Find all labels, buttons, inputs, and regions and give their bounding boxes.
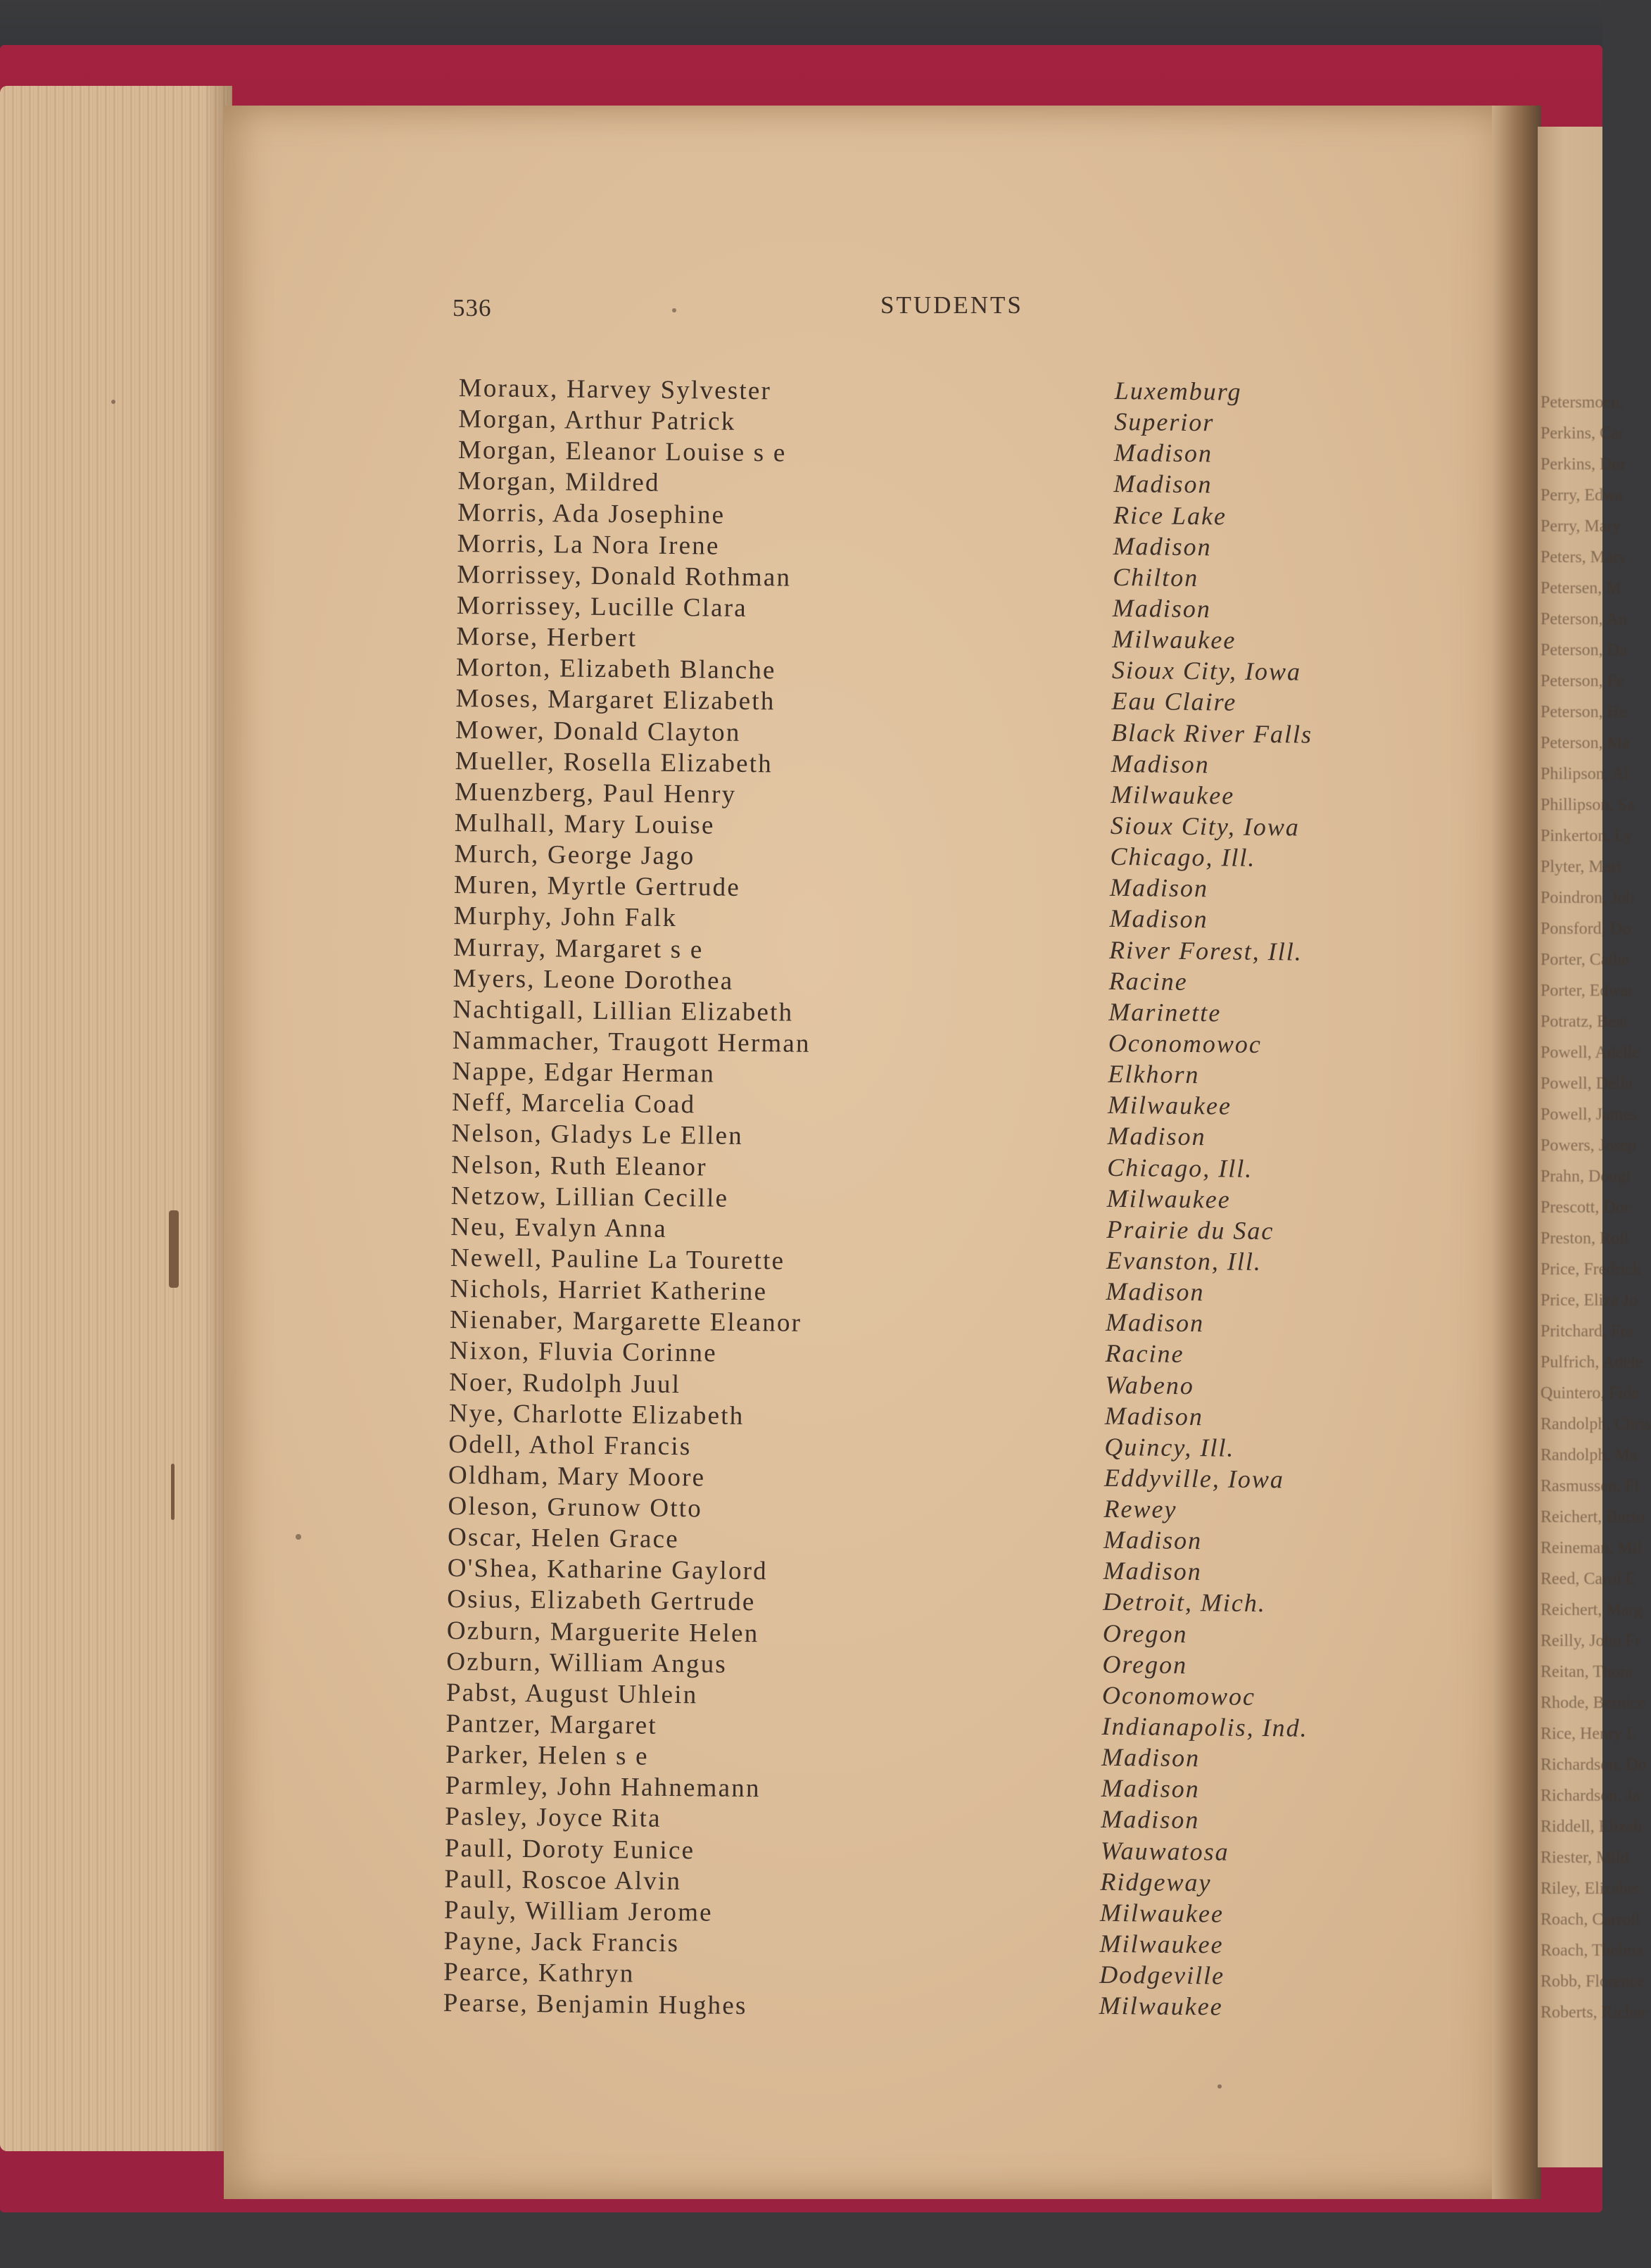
facing-page-line: Reichert, Marg (1541, 1601, 1643, 1619)
facing-page-line: Philipson, Al (1541, 765, 1629, 783)
facing-page-line: Plyter, Mari (1541, 858, 1622, 876)
student-name: Morris, Ada Josephine (457, 498, 726, 530)
facing-page-line: Riley, Elizabet (1541, 1880, 1640, 1898)
student-hometown: Madison (1109, 873, 1209, 903)
binding-mark (171, 1464, 175, 1520)
student-hometown: Ridgeway (1100, 1867, 1212, 1897)
facing-page-line: Peterson, He (1541, 703, 1627, 721)
student-name: Ozburn, Marguerite Helen (446, 1616, 759, 1648)
student-name: Mower, Donald Clayton (455, 715, 741, 747)
student-name: Pearse, Benjamin Hughes (443, 1989, 747, 2021)
student-name: Pearce, Kathryn (443, 1958, 635, 1989)
facing-page-line: Ponsford, Do (1541, 920, 1631, 938)
student-name: Oscar, Helen Grace (447, 1523, 680, 1554)
student-name: Paull, Roscoe Alvin (444, 1864, 682, 1896)
facing-page-line: Perkins, Car (1541, 424, 1624, 443)
student-hometown: Indianapolis, Ind. (1101, 1711, 1308, 1742)
facing-page-line: Powell, Della (1541, 1075, 1633, 1093)
student-name: Morrissey, Lucille Clara (456, 590, 748, 623)
student-name: Neff, Marcelia Coad (451, 1088, 696, 1120)
student-name: Murch, George Jago (454, 840, 695, 871)
student-name: Neu, Evalyn Anna (450, 1212, 668, 1243)
facing-page-line: Rhode, Bernice (1541, 1694, 1646, 1712)
student-name: Paull, Doroty Eunice (444, 1833, 695, 1865)
facing-page-line: Quintero, Fide (1541, 1384, 1639, 1402)
student-hometown: Oconomowoc (1108, 1028, 1263, 1058)
student-name: Morrissey, Donald Rothman (457, 559, 792, 593)
facing-page-edge (1538, 127, 1651, 2167)
student-hometown: Oregon (1102, 1649, 1188, 1679)
student-name: Nappe, Edgar Herman (452, 1057, 716, 1089)
facing-page-line: Poindron, Joh (1541, 889, 1635, 907)
student-hometown: Madison (1107, 1122, 1206, 1151)
student-hometown: Madison (1113, 531, 1212, 561)
student-name: Pabst, August Uhlein (445, 1678, 698, 1710)
student-list (443, 373, 1402, 2028)
student-name: Pantzer, Margaret (445, 1709, 658, 1740)
facing-page-line: Randolph, Ma (1541, 1446, 1638, 1464)
student-hometown: Madison (1105, 1308, 1205, 1338)
student-name: Pauly, William Jerome (443, 1895, 713, 1927)
student-name: Murphy, John Falk (453, 901, 678, 933)
student-hometown: River Forest, Ill. (1108, 935, 1303, 966)
student-hometown: Racine (1108, 966, 1188, 996)
paper-speck (672, 308, 676, 312)
facing-page-line: Powers, Josep (1541, 1136, 1636, 1155)
facing-page-line: Price, Eliza Jo (1541, 1291, 1638, 1310)
student-hometown: Detroit, Mich. (1103, 1588, 1267, 1618)
student-hometown: Madison (1111, 749, 1210, 778)
facing-page-line: Perry, Mary (1541, 517, 1621, 536)
facing-page-line: Richardson, Do (1541, 1756, 1647, 1774)
student-hometown: Milwaukee (1099, 1991, 1223, 2021)
student-name: Nye, Charlotte Elizabeth (448, 1398, 745, 1431)
student-name: Nammacher, Traugott Herman (452, 1025, 811, 1058)
student-hometown: Milwaukee (1099, 1898, 1225, 1928)
student-hometown: Evanston, Ill. (1106, 1246, 1263, 1276)
facing-page-line: Price, Fredrick (1541, 1260, 1641, 1279)
facing-page-line: Pulfrich, Adele (1541, 1353, 1643, 1371)
facing-page-line: Powell, Adelle (1541, 1044, 1640, 1062)
binding-mark (169, 1210, 179, 1288)
student-hometown: Sioux City, Iowa (1110, 811, 1301, 842)
student-name: Payne, Jack Francis (443, 1926, 680, 1958)
student-name: Mueller, Rosella Elizabeth (455, 746, 773, 778)
student-name: Parker, Helen s e (445, 1740, 649, 1771)
facing-page-line: Potratz, Beat (1541, 1013, 1628, 1031)
student-hometown: Madison (1112, 593, 1212, 623)
student-hometown: Black River Falls (1111, 718, 1313, 749)
facing-page-line: Perry, Edwa (1541, 486, 1624, 505)
student-hometown: Marinette (1108, 997, 1222, 1027)
student-name: Oldham, Mary Moore (448, 1460, 706, 1493)
facing-page-line: Roach, Carroll (1541, 1911, 1640, 1929)
student-name: Newell, Pauline La Tourette (450, 1243, 785, 1276)
student-name: Morris, La Nora Irene (457, 528, 720, 561)
student-hometown: Oregon (1102, 1618, 1188, 1648)
facing-page-line: Reineman, Mil (1541, 1539, 1642, 1557)
student-hometown: Dodgeville (1099, 1960, 1225, 1990)
paper-speck (111, 400, 115, 404)
student-name: O'Shea, Katharine Gaylord (447, 1554, 768, 1586)
facing-page-line: Peters, Mary (1541, 548, 1627, 566)
student-name: Parmley, John Hahnemann (445, 1771, 761, 1804)
student-hometown: Madison (1101, 1805, 1200, 1835)
facing-page-line: Phillipson, Sa (1541, 796, 1635, 814)
facing-page-line: Robb, Florence (1541, 1972, 1645, 1991)
student-hometown: Chicago, Ill. (1110, 842, 1256, 873)
book-gutter (1492, 106, 1541, 2199)
student-name: Oleson, Grunow Otto (448, 1491, 703, 1523)
facing-page-line: Preston, Roll (1541, 1229, 1629, 1248)
student-hometown: Madison (1104, 1401, 1204, 1431)
student-hometown: Madison (1113, 469, 1213, 499)
student-hometown: Madison (1103, 1526, 1203, 1555)
facing-page-line: Roberts, Richar (1541, 2003, 1647, 2022)
facing-page-line: Peterson, Ma (1541, 734, 1630, 752)
student-hometown: Elkhorn (1108, 1059, 1200, 1089)
student-name: Nachtigall, Lillian Elizabeth (453, 994, 794, 1027)
facing-page-line: Petersmoen, (1541, 393, 1624, 412)
facing-page-line: Randolph, Chris (1541, 1415, 1651, 1433)
facing-page-line: Roach, Thelma (1541, 1941, 1644, 1960)
page-number: 536 (453, 294, 492, 322)
student-hometown: Madison (1101, 1774, 1200, 1804)
student-name: Muenzberg, Paul Henry (455, 777, 737, 809)
student-name: Morse, Herbert (456, 622, 638, 653)
student-name: Murray, Margaret s e (453, 932, 704, 964)
facing-page-line: Riester, Mild (1541, 1849, 1629, 1867)
student-name: Osius, Elizabeth Gertrude (447, 1585, 756, 1617)
paper-speck (1217, 2084, 1222, 2089)
student-hometown: Luxemburg (1114, 376, 1242, 406)
facing-page-line: Reitan, Thora (1541, 1663, 1633, 1681)
student-name: Nelson, Ruth Eleanor (451, 1150, 707, 1181)
facing-page-line: Peterson, An (1541, 610, 1627, 628)
facing-page-line: Porter, Edwar (1541, 982, 1634, 1000)
student-hometown: Sioux City, Iowa (1111, 656, 1302, 686)
facing-page-line: Perkins, Dor (1541, 455, 1626, 474)
student-hometown: Rewey (1103, 1494, 1177, 1523)
facing-page-line: Reilly, John Fr (1541, 1632, 1640, 1650)
student-hometown: Rice Lake (1113, 500, 1227, 531)
facing-page-line: Riddell, Elizab (1541, 1818, 1642, 1836)
student-name: Nelson, Gladys Le Ellen (451, 1119, 744, 1151)
student-name: Myers, Leone Dorothea (453, 963, 734, 996)
student-name: Moses, Margaret Elizabeth (455, 684, 776, 716)
student-hometown: Milwaukee (1099, 1929, 1224, 1959)
facing-page-line: Reichert, Burto (1541, 1508, 1645, 1526)
facing-page-line: Powell, James (1541, 1106, 1638, 1124)
paper-speck (296, 1534, 301, 1540)
student-hometown: Madison (1103, 1557, 1202, 1586)
student-hometown: Madison (1113, 438, 1213, 468)
student-name: Noer, Rudolph Juul (449, 1367, 681, 1399)
student-hometown: Eddyville, Iowa (1103, 1463, 1285, 1494)
student-name: Muren, Myrtle Gertrude (453, 870, 741, 903)
student-hometown: Wauwatosa (1100, 1836, 1229, 1866)
facing-page-line: Porter, Cathe (1541, 951, 1629, 969)
running-head: STUDENTS (880, 291, 1023, 319)
student-name: Moraux, Harvey Sylvester (458, 373, 772, 406)
page-edges (0, 86, 232, 2151)
student-name: Mulhall, Mary Louise (454, 808, 715, 840)
student-name: Netzow, Lillian Cecille (450, 1181, 729, 1213)
student-name: Nichols, Harriet Katherine (450, 1274, 768, 1307)
student-hometown: Milwaukee (1111, 780, 1235, 810)
student-hometown: Madison (1101, 1743, 1201, 1773)
student-hometown: Prairie du Sac (1106, 1215, 1274, 1245)
facing-page-line: Prescott, Dor (1541, 1198, 1630, 1217)
student-name: Morgan, Eleanor Louise s e (457, 436, 787, 468)
facing-page-line: Prahn, Dougl (1541, 1167, 1631, 1186)
student-hometown: Chicago, Ill. (1107, 1153, 1253, 1183)
student-hometown: Wabeno (1105, 1370, 1195, 1400)
student-hometown: Milwaukee (1107, 1091, 1232, 1120)
student-hometown: Quincy, Ill. (1104, 1432, 1235, 1462)
student-name: Odell, Athol Francis (448, 1429, 692, 1462)
facing-page-line: Pinkerton, Ly (1541, 827, 1633, 845)
facing-page-line: Reed, Carol E (1541, 1570, 1636, 1588)
student-hometown: Milwaukee (1112, 625, 1236, 654)
facing-page-line: Richardson, Ja (1541, 1787, 1640, 1805)
facing-page-line: Petersen, M (1541, 579, 1621, 597)
student-name: Morton, Elizabeth Blanche (455, 653, 776, 685)
student-hometown: Madison (1106, 1276, 1205, 1307)
student-name: Ozburn, William Angus (446, 1647, 728, 1679)
facing-page-line: Peterson, Da (1541, 641, 1627, 659)
facing-page-line: Pritchard, Fra (1541, 1322, 1633, 1341)
student-hometown: Eau Claire (1111, 687, 1237, 717)
student-name: Morgan, Mildred (457, 467, 660, 498)
facing-page-line: Peterson, Fe (1541, 672, 1624, 690)
facing-page-line: Rasmussen, Fl (1541, 1477, 1640, 1495)
student-name: Nixon, Fluvia Corinne (449, 1336, 718, 1368)
student-name: Pasley, Joyce Rita (445, 1802, 662, 1834)
facing-page-line: Rice, Henry L (1541, 1725, 1637, 1743)
student-name: Nienaber, Margarette Eleanor (449, 1305, 802, 1338)
student-hometown: Superior (1114, 407, 1215, 437)
student-hometown: Chilton (1113, 562, 1199, 592)
page-header (453, 291, 1058, 329)
student-hometown: Milwaukee (1106, 1184, 1231, 1214)
student-hometown: Oconomowoc (1101, 1680, 1256, 1711)
student-name: Morgan, Arthur Patrick (458, 405, 736, 436)
student-hometown: Racine (1105, 1339, 1184, 1369)
student-hometown: Madison (1109, 904, 1208, 934)
